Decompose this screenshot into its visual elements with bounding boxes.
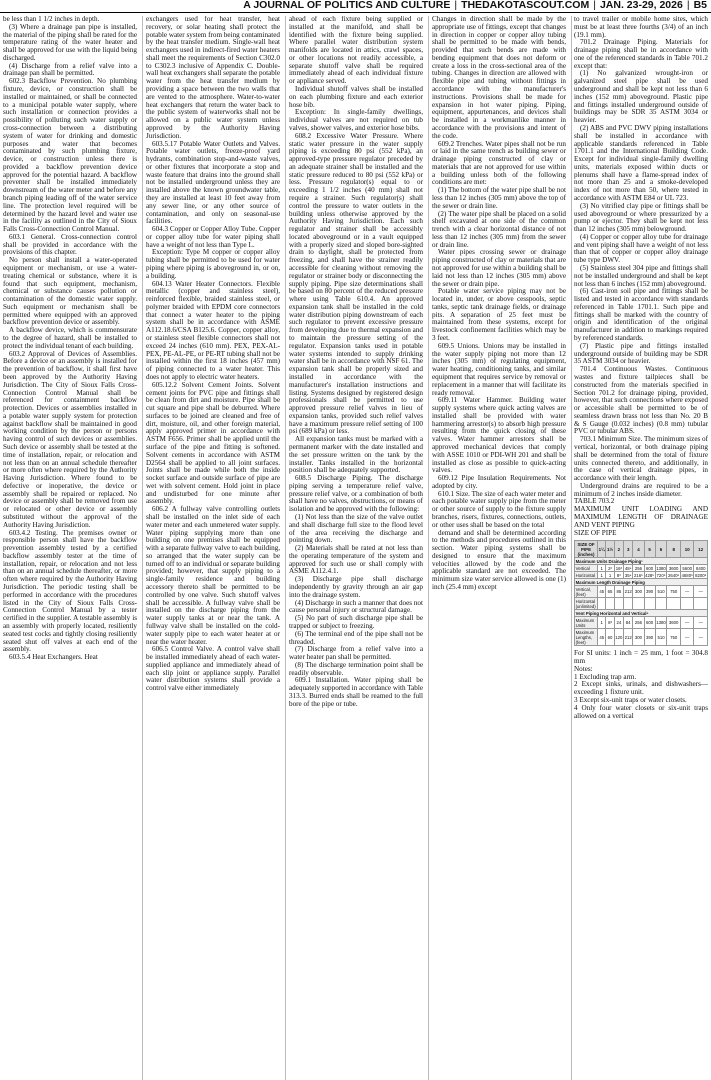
table-cell: 1380	[656, 565, 666, 571]
paragraph: (7) Plastic pipe and fittings installed underground outside of building may be SDR 35 ASTM 3034 or heavier.	[574, 341, 708, 366]
table-cell: 24	[614, 617, 623, 629]
paragraph: Changes in direction shall be made by the appropriate use of fittings, except that changes in direction in copper or copper alloy tubing shall be permitted to be made with bends, provided that such bends are made with bending equipment that does not deform or create a loss in the cross-sectional area of the tubing. Changes in direction are allowed with flexible pipe and tubing without fittings in accordance with the manufacturer's instructions. Provisions shall be made for expansion in hot water piping. Piping, equipment, appurtenances, and devices shall be installed in a workmanlike manner in accordance with the provisions and intent of the code.	[432, 16, 566, 140]
table-cell: 1	[598, 565, 606, 572]
paragraph: 609.11 Water Hammer. Building water supply systems where quick acting valves are installed shall be provided with water hammering arrestor(s) to absorb high pressure resulting from the quick closing of these valves. Water hammer arrestors shall be approved mechanical devices that comply with ASSE 1010 or PDI-WH 201 and shall be installed as close as possible to quick-acting valves.	[432, 396, 566, 475]
table-cell: 65	[606, 586, 614, 598]
paragraph: A backflow device, which is commensurate to the degree of hazard, shall be installed to protect the individual tenant of each building.	[3, 326, 137, 350]
paragraph: 1 Excluding trap arm.	[574, 672, 637, 681]
paragraph: 608.2 Excessive Water Pressure. Where static water pressure in the water supply piping is exceeding 80 psi (552 kPa), an approved-type pressure regulator preceded by an adequate strainer shall be installed and the static pressure reduced to 80 psi (552 kPa) or less. Pressure regulator(s) equal to or exceeding 1 1/2 inches (40 mm) shall not require a strainer. Such regulator(s) shall control the pressure to water outlets in the building unless otherwise approved by the Authority Having Jurisdiction. Each such regulator and strainer shall be accessibly located aboveground or in a vault equipped with a properly sized and sloped bore-sighted drain to daylight, shall be protected from freezing, and shall have the strainer readily accessible for cleaning without removing the regulator or strainer body or disconnecting the supply piping. Pipe size determinations shall be based on 80 percent of the reduced pressure where using Table 610.4. An approved expansion tank shall be installed in the cold water distribution piping downstream of each such regulator to prevent excessive pressure from developing due to thermal expansion and to maintain the pressure setting of the regulator. Expansion tanks used in potable water systems intended to supply drinking water shall be in accordance with NSF 61. The expansion tank shall be properly sized and installed in accordance with the manufacturer's installation instructions and listing. Systems designed by registered design professionals shall be permitted to use approved pressure relief valves in lieu of expansion tanks, provided such relief valves have a maximum pressure relief setting of 100 psi (689 kPa) or less.	[289, 131, 423, 436]
paragraph: (3) Where a drainage pan pipe is installed, the material of the piping shall be rated for the temperature rating of the water heater and shall be approved for use with the liquid being discharged.	[3, 22, 137, 62]
table-cell: —	[680, 586, 694, 598]
table-cell: 45	[598, 629, 606, 646]
publication-tagline: A JOURNAL OF POLITICS AND CULTURE	[243, 0, 451, 11]
table-cell	[655, 598, 667, 610]
table-row-label: Vertical, (feet)	[575, 586, 598, 598]
table-row-label: Maximum Lengths, (feet)	[575, 629, 598, 646]
column-1	[3, 16, 137, 1080]
table-cell	[680, 598, 694, 610]
table-cell	[667, 598, 681, 610]
paragraph: No person shall install a water-operated equipment or mechanism, or use a water-treating chemical or substance, where it is found that such equipment, mechanism, chemical or substance causes pollution or contamination of the domestic water supply. Such equipment or mechanism shall be permitted where equipped with an approved backflow prevention device or assembly.	[3, 256, 137, 327]
paragraph: 603.4.2 Testing. The premises owner or responsible person shall have the backflow prevention assembly tested by a certified backflow assembly tester at the time of installation, repair, or relocation and not less than on an annual schedule thereafter, or more often where required by the Authority Having Jurisdiction. The periodic testing shall be performed in accordance with the procedures listed in the City of Sioux Falls Cross-Connection Control Manual by a tester certified in the supplier. A testable assembly is an assembly with properly located, resiliently seated test cocks and tightly closing resiliently seated shut off valves at each end of the assembly.	[3, 528, 137, 654]
table-cell: 256	[633, 617, 644, 629]
paragraph: (5) Stainless steel 304 pipe and fittings shall not be installed underground and shall be kept not less than 6 inches (152 mm) aboveground.	[574, 264, 708, 288]
table-cell: 8400	[695, 565, 706, 571]
paragraph: to travel trailer or mobile home sites, which must be at least three fourths (3/4) of an inch (19.1 mm).	[574, 16, 708, 39]
table-cell: 750	[667, 586, 681, 598]
table-cell: 600	[644, 617, 655, 629]
pipe-size-table	[574, 540, 708, 646]
table-cell: 600	[646, 565, 654, 571]
paragraph: Individual shutoff valves shall be installed on each plumbing fixture and each exterior hose bib.	[289, 85, 423, 109]
paragraph: 701.2 Drainage Piping. Materials for drainage piping shall be in accordance with one of the referenced standards in Table 701.2 except that:	[574, 38, 708, 70]
paragraph: (4) Discharge in such a manner that does not cause personal injury or structural damage.	[289, 598, 423, 615]
table-header-cell: 8	[667, 541, 681, 558]
paragraph: 610.1 Size. The size of each water meter and each potable water supply pipe from the meter or other source of supply to the fixture supply branches, risers, fixtures, connections, outlets, or other uses shall be based on the total	[432, 489, 566, 529]
paragraph: (1) No galvanized wrought-iron or galvanized steel pipe shall be used underground and shall be kept not less than 6 inches (152 mm) aboveground. Plastic pipe and fittings installed underground outside of buildings may be SDR 35 ASTM 3034 or heavier.	[574, 69, 708, 125]
paragraph: 701.4 Continuous Wastes. Continuous wastes and fixture tailpieces shall be constructed from the materials specified in Section 701.2 for drainage piping, provided, however, that such connections where exposed or accessible shall be permitted to be of seamless drawn brass not less than No. 20 B & S Gauge (0.032 inches) (0.8 mm) tubular PVC or tubular ABS.	[574, 365, 708, 436]
paragraph: 609.2 Trenches. Water pipes shall not be run or laid in the same trench as building sewer or drainage piping constructed of clay or materials that are not approved for use within a building unless both of the following conditions are met:	[432, 139, 566, 187]
table-cell: 510	[655, 629, 667, 646]
table-header-cell: 4	[633, 541, 644, 558]
table-cell: 3600	[668, 565, 679, 571]
page-header: A JOURNAL OF POLITICS AND CULTURE | THEDAKOTASCOUT.COM | JAN. 23-29, 2026 | B5	[0, 0, 711, 13]
table-cell: —	[694, 617, 708, 629]
table-row-label: Horizontal (unlimited)	[575, 598, 596, 609]
column-3	[289, 16, 423, 1080]
table-cell: 48⁴	[624, 565, 632, 571]
paragraph: 609.12 Pipe Insulation Requirements. Not adopted by city.	[432, 474, 566, 490]
table-cell: 216⁵	[633, 572, 643, 578]
table-cell	[633, 598, 644, 610]
paragraph: Exception: In single-family dwellings, individual valves are not required on tub valves, shower valves, and exterior hose bibs.	[289, 108, 423, 132]
paragraph: 604.13 Water Heater Connectors. Flexible metallic (copper and stainless steel), reinforced flexible, braided stainless steel, or polymer braided with EPDM core connectors that connect a water heater to the piping system shall be in accordance with ASME A112.18.6/CSA B125.6. Copper, copper alloy, or stainless steel flexible connectors shall not exceed 24 inches (610 mm). PEX, PEX-AL-PEX, PE-AL-PE, or PE-RT tubing shall not be installed within the first 18 inches (457 mm) of piping connected to a water heater. This does not apply to electric water heaters.	[146, 279, 280, 381]
table-header-cell: 3	[624, 541, 633, 558]
table-cell	[598, 598, 606, 610]
paragraph: 602.3 Backflow Prevention. No plumbing fixture, device, or construction shall be installed or maintained, or shall be connected to a municipal potable water supply, where such installation or connection provides a possibility of polluting such water supply or cross-connection between a distributing system of water for drinking and domestic purposes and water that becomes contaminated by such plumbing fixture, device, or construction unless there is provided a backflow prevention device approved for the potential hazard. A backflow preventer shall be installed immediately downstream of the water meter and before any branch piping leading off of the water service line. The protection level required will be determined by the hazard level and water use in the facility as outlined in the City of Sioux Falls Cross-Connection Control Manual.	[3, 77, 137, 234]
paragraph: (1) The bottom of the water pipe shall be not less than 12 inches (305 mm) above the top of the sewer or drain line.	[432, 186, 566, 210]
paragraph: 703.1 Minimum Size. The minimum sizes of vertical, horizontal, or both drainage piping shall be determined from the total of fixture units connected thereto, and additionally, in the case of vertical drainage pipes, in accordance with their length.	[574, 435, 708, 483]
table-cell: 84	[624, 617, 633, 629]
table-cell: 85	[614, 586, 623, 598]
table-cell: 2640⁵	[668, 572, 680, 578]
paragraph: MAXIMUM UNIT LOADING AND MAXIMUM LENGTH OF DRAINAGE AND VENT PIPING	[574, 505, 708, 529]
paragraph: 4 Only four water closets or six-unit traps allowed on a vertical	[574, 703, 708, 720]
table-cell: 510	[655, 586, 667, 598]
table-cell: 8200⁵	[695, 572, 707, 578]
column-divider	[142, 16, 143, 1080]
column-divider	[571, 16, 572, 1080]
table-cell: 1	[598, 572, 606, 579]
table-cell	[694, 598, 708, 610]
paragraph: (2) Materials shall be rated at not less than the operating temperature of the system and approved for such use or shall comply with ASME A112.4.1.	[289, 544, 423, 576]
table-header-cell: 5	[644, 541, 655, 558]
site-url[interactable]: THEDAKOTASCOUT.COM	[461, 0, 590, 11]
table-row	[575, 586, 708, 598]
table-cell: 8³	[606, 617, 614, 629]
paragraph: (2) The water pipe shall be placed on a solid shelf excavated at one side of the common trench with a clear horizontal distance of not less than 12 inches (305 mm) from the sewer or drain line.	[432, 209, 566, 249]
paragraph: (6) The terminal end of the pipe shall not be threaded.	[289, 629, 423, 646]
paragraph: Notes:	[574, 664, 593, 673]
table-header-cell: 12	[694, 541, 708, 558]
table-cell: 8³	[614, 572, 623, 579]
article-columns	[3, 16, 708, 1080]
column-divider	[428, 16, 429, 1080]
table-cell: 45	[598, 586, 606, 598]
paragraph: 603.5.4 Heat Exchangers. Heat	[9, 653, 98, 662]
paragraph: (1) Not less than the size of the valve outlet and shall discharge full size to the flood level of the area receiving the discharge and pointing down.	[289, 513, 423, 545]
paragraph: exchangers used for heat transfer, heat recovery, or solar heating shall protect the potable water system from being contaminated by the heat transfer medium. Single-wall heat exchangers used in indirect-fired water heaters shall meet the requirements of Section C302.0 to C302.3 inclusive of Appendix C. Double-wall heat exchangers shall separate the potable water from the heat transfer medium by providing a space between the two walls that are vented to the atmosphere. Water-to-water heat exchangers that return the water back to the public system of waterworks shall not be allowed on a public water system unless approved by the Authority Having Jurisdiction.	[146, 16, 280, 140]
table-header-cell: 10	[680, 541, 694, 558]
paragraph: ahead of each fixture being supplied or installed at the manifold, and shall be identified with the fixture being supplied. Where parallel water distribution system manifolds are located in attics, crawl spaces, or other locations not readily accessible, a separate shutoff valve shall be required immediately ahead of each individual fixture or appliance served.	[289, 16, 423, 86]
table-cell: 4680⁵	[681, 572, 693, 578]
paragraph: 604.3 Copper or Copper Alloy Tube. Copper or copper alloy tube for water piping shall have a weight of not less than Type L.	[146, 225, 280, 249]
paragraph: (5) No part of such discharge pipe shall be trapped or subject to freezing.	[289, 614, 423, 630]
paragraph: 603.2 Approval of Devices of Assemblies. Before a device or an assembly is installed for the prevention of backflow, it shall first have been approved by the Authority Having Jurisdiction. The City of Sioux Falls Cross-Connection Control Manual shall be referenced for containment backflow protection. Devices or assemblies installed in a potable water supply system for protection against backflow shall be maintained in good working condition by the person or persons having control of such devices or assemblies. Such device or assembly shall be tested at the time of installation, repair, or relocation and not less than on an annual schedule thereafter or more often where required by the Authority Having Jurisdiction. Where found to be defective or inoperative, the device or assembly shall be repaired or replaced. No device or assembly shall be removed from use or relocated or other device or assembly substituted without the approval of the Authority Having Jurisdiction.	[3, 349, 137, 529]
table-cell: —	[694, 629, 708, 646]
table-cell: 1	[606, 572, 614, 579]
column-4	[432, 16, 566, 1080]
table-cell: 212	[624, 629, 633, 646]
table-cell: —	[694, 586, 708, 598]
paragraph: Potable water service piping may not be located in, under, or above cesspools, septic tanks, septic tank drainage fields, or drainage pits. A separation of 25 feet must be maintained from these systems, except for livestock confinement facilities which may be 3 feet.	[432, 287, 566, 343]
table-row	[575, 572, 708, 579]
paragraph: TABLE 703.2	[574, 497, 615, 506]
table-cell: 1380	[655, 617, 667, 629]
paragraph: (6) Cast-iron soil pipe and fittings shall be listed and tested in accordance with standards referenced in Table 1701.1. Such pipe and fittings shall be marked with the country of origin and identification of the original manufacturer in addition to markings required by referenced standards.	[574, 287, 708, 343]
table-cell: 212	[624, 586, 633, 598]
table-section-title: Maximum Length Drainage Piping	[575, 579, 708, 586]
column-5	[574, 16, 708, 1080]
table-cell: 3600	[667, 617, 681, 629]
table-cell: 300	[633, 586, 644, 598]
table-cell: 750	[667, 629, 681, 646]
table-header-cell: SIZE OF PIPE (inches)	[575, 541, 598, 558]
table-row-label: Vertical	[575, 565, 598, 572]
table-row	[575, 617, 708, 629]
paragraph: 3 Except six-unit traps or water closets.	[574, 696, 687, 705]
paragraph: Exception: Type M copper or copper alloy tubing shall be permitted to be used for water piping where piping is aboveground in, or on, a building.	[146, 248, 280, 280]
paragraph: (2) ABS and PVC DWV piping installations shall be installed in accordance with applicable standards referenced in Table 1701.1 and the International Building Code. Except for individual single-family dwelling units, materials exposed within ducts or plenums shall have a flame-spread index of not more than 25 and a smoke-developed index of not more than 50, where tested in accordance with ASTM E84 or UL 723.	[574, 123, 708, 202]
paragraph: (3) No vitrified clay pipe or fittings shall be used aboveground or where pressurized by a pump or ejector. They shall be kept not less than 12 inches (305 mm) belowground.	[574, 201, 708, 234]
paragraph: 603.5.17 Potable Water Outlets and Valves. Potable water outlets, freeze-proof yard hydrants, combination stop-and-waste valves, or other fixtures that incorporate a stop and waste feature that drains into the ground shall not be installed underground unless they are installed above the known groundwater table, they are installed at least 10 feet away from any sewer line, or any other source of contamination, and only on seasonal-use facilities.	[146, 139, 280, 226]
table-header-cell: 2	[614, 541, 623, 558]
paragraph: 609.1 Installation. Water piping shall be adequately supported in accordance with Table 313.3. Burred ends shall be reamed to the full bore of the pipe or tube.	[289, 676, 423, 708]
table-cell: —	[680, 629, 694, 646]
table-row	[575, 565, 708, 572]
table-cell	[614, 598, 623, 610]
paragraph: 606.2 A fullway valve controlling outlets shall be installed on the inlet side of each water meter and each unmetered water supply. Water piping supplying more than one building on one premises shall be equipped with a separate fullway valve to each building, so arranged that the water supply can be turned off to an individual or separate building provided; however, that supply piping to a single-family residence and building accessory thereto shall be permitted to be controlled by one valve. Such shutoff valves shall be accessible. A fullway valve shall be installed on the discharge piping from the water supply tanks at or near the tank. A fullway valve shall be installed on the cold-water supply pipe to each water heater at or near the water heater.	[146, 505, 280, 646]
table-row-label: Maximum Units	[575, 617, 598, 629]
table-cell: —	[680, 617, 694, 629]
paragraph: (7) Discharge from a relief valve into a water heater pan shall be permitted.	[289, 645, 423, 662]
paragraph: (4) Discharge from a relief valve into a drainage pan shall be permitted.	[3, 61, 137, 78]
table-row	[575, 598, 708, 610]
paragraph: be less than 1 1/2 inches in depth.	[3, 16, 100, 23]
paragraph: demand and shall be determined according to the methods and procedures outlined in this section. Water piping systems shall be designed to ensure that the maximum velocities allowed by the code and the applicable standard are not exceeded. The minimum size water service allowed is one (1) inch (25.4 mm) except	[432, 528, 566, 592]
table-section-title: Maximum Units Drainage Piping¹	[575, 558, 708, 565]
table-cell: 390	[644, 586, 655, 598]
paragraph: All expansion tanks must be marked with a permanent marker with the date installed and the set pressure written on the tank by the installer. Tanks installed in the horizontal position shall be adequately supported.	[289, 435, 423, 475]
paragraph: 603.1 General. Cross-connection control shall be provided in accordance with the provisions of this chapter.	[3, 232, 137, 257]
table-cell	[644, 598, 655, 610]
paragraph: (4) Copper or copper alloy tube for drainage and vent piping shall have a weight of not less than that of copper or copper alloy drainage tube type DWV.	[574, 232, 708, 265]
table-cell: 60	[606, 629, 614, 646]
table-cell: 256	[634, 565, 643, 571]
table-row-label: Horizontal	[575, 572, 598, 579]
issue-date: JAN. 23-29, 2026	[599, 0, 683, 11]
column-2	[146, 16, 280, 1080]
paragraph: SIZE OF PIPE	[574, 528, 617, 537]
table-row	[575, 629, 708, 646]
paragraph: 2 Except sinks, urinals, and dishwashers—exceeding 1 fixture unit.	[574, 680, 708, 697]
table-cell: 390	[644, 629, 655, 646]
table-cell: 720⁵	[656, 572, 666, 578]
paragraph: Underground drains are required to be a minimum of 2 inches inside diameter.	[574, 481, 708, 498]
table-cell: 5600	[682, 565, 692, 571]
paragraph: For SI units: 1 inch = 25 mm, 1 foot = 304.8 mm	[574, 649, 708, 666]
paragraph: 606.5 Control Valve. A control valve shall be installed immediately ahead of each water-supplied appliance and immediately ahead of each slip joint or appliance supply. Parallel water distribution systems shall provide a control valve either immediately	[146, 645, 280, 693]
paragraph: 608.5 Discharge Piping. The discharge piping serving a temperature relief valve, pressure relief valve, or a combination of both shall have no valves, obstructions, or means of isolation and be approved with the following:	[289, 474, 423, 514]
table-cell	[606, 598, 614, 610]
table-header-cell: 1¼	[598, 541, 606, 558]
paragraph: (8) The discharge termination point shall be readily observable.	[289, 660, 423, 677]
table-cell: 1	[598, 617, 606, 629]
table-header-cell: 1½	[606, 541, 614, 558]
paragraph: (3) Discharge pipe shall discharge independently by gravity through an air gap into the drainage system.	[289, 575, 423, 599]
table-cell: 2²	[606, 565, 614, 572]
column-divider	[285, 16, 286, 1080]
paragraph: Water pipes crossing sewer or drainage piping constructed of clay or materials that are not approved for use within a building shall be laid not less than 12 inches (305 mm) above the sewer or drain pipe.	[432, 248, 566, 288]
table-header-cell: 6	[655, 541, 667, 558]
paragraph: 609.5 Unions. Unions may be installed in the water supply piping not more than 12 inches (305 mm) of regulating equipment, water heating, conditioning tanks, and similar equipment that requires service by removal or replacement in a manner that will facilitate its ready removal.	[432, 341, 566, 397]
table-cell	[624, 598, 633, 610]
table-section-title: Vent Piping Horizontal and Vertical⁶	[575, 610, 708, 617]
paragraph: 605.12.2 Solvent Cement Joints. Solvent cement joints for PVC pipe and fittings shall be clean from dirt and moisture. Pipe shall be cut square and pipe shall be deburred. Where surfaces to be joined are cleaned and free of dirt, moisture, oil, and other foreign material, apply approved primer in accordance with ASTM F656. Primer shall be applied until the surface of the pipe and fitting is softened. Solvent cements in accordance with ASTM D2564 shall be applied to all joint surfaces. Joints shall be made while both the inside socket surface and outside surface of pipe are wet with solvent cement. Hold joint in place and undisturbed for one minute after assembly.	[146, 380, 280, 506]
table-cell: 35⁴	[624, 572, 632, 578]
table-cell: 120	[614, 629, 623, 646]
table-cell: 428⁵	[645, 572, 655, 578]
page-number: B5	[693, 0, 707, 11]
table-cell: 16³	[615, 565, 622, 571]
table-cell: 300	[633, 629, 644, 646]
